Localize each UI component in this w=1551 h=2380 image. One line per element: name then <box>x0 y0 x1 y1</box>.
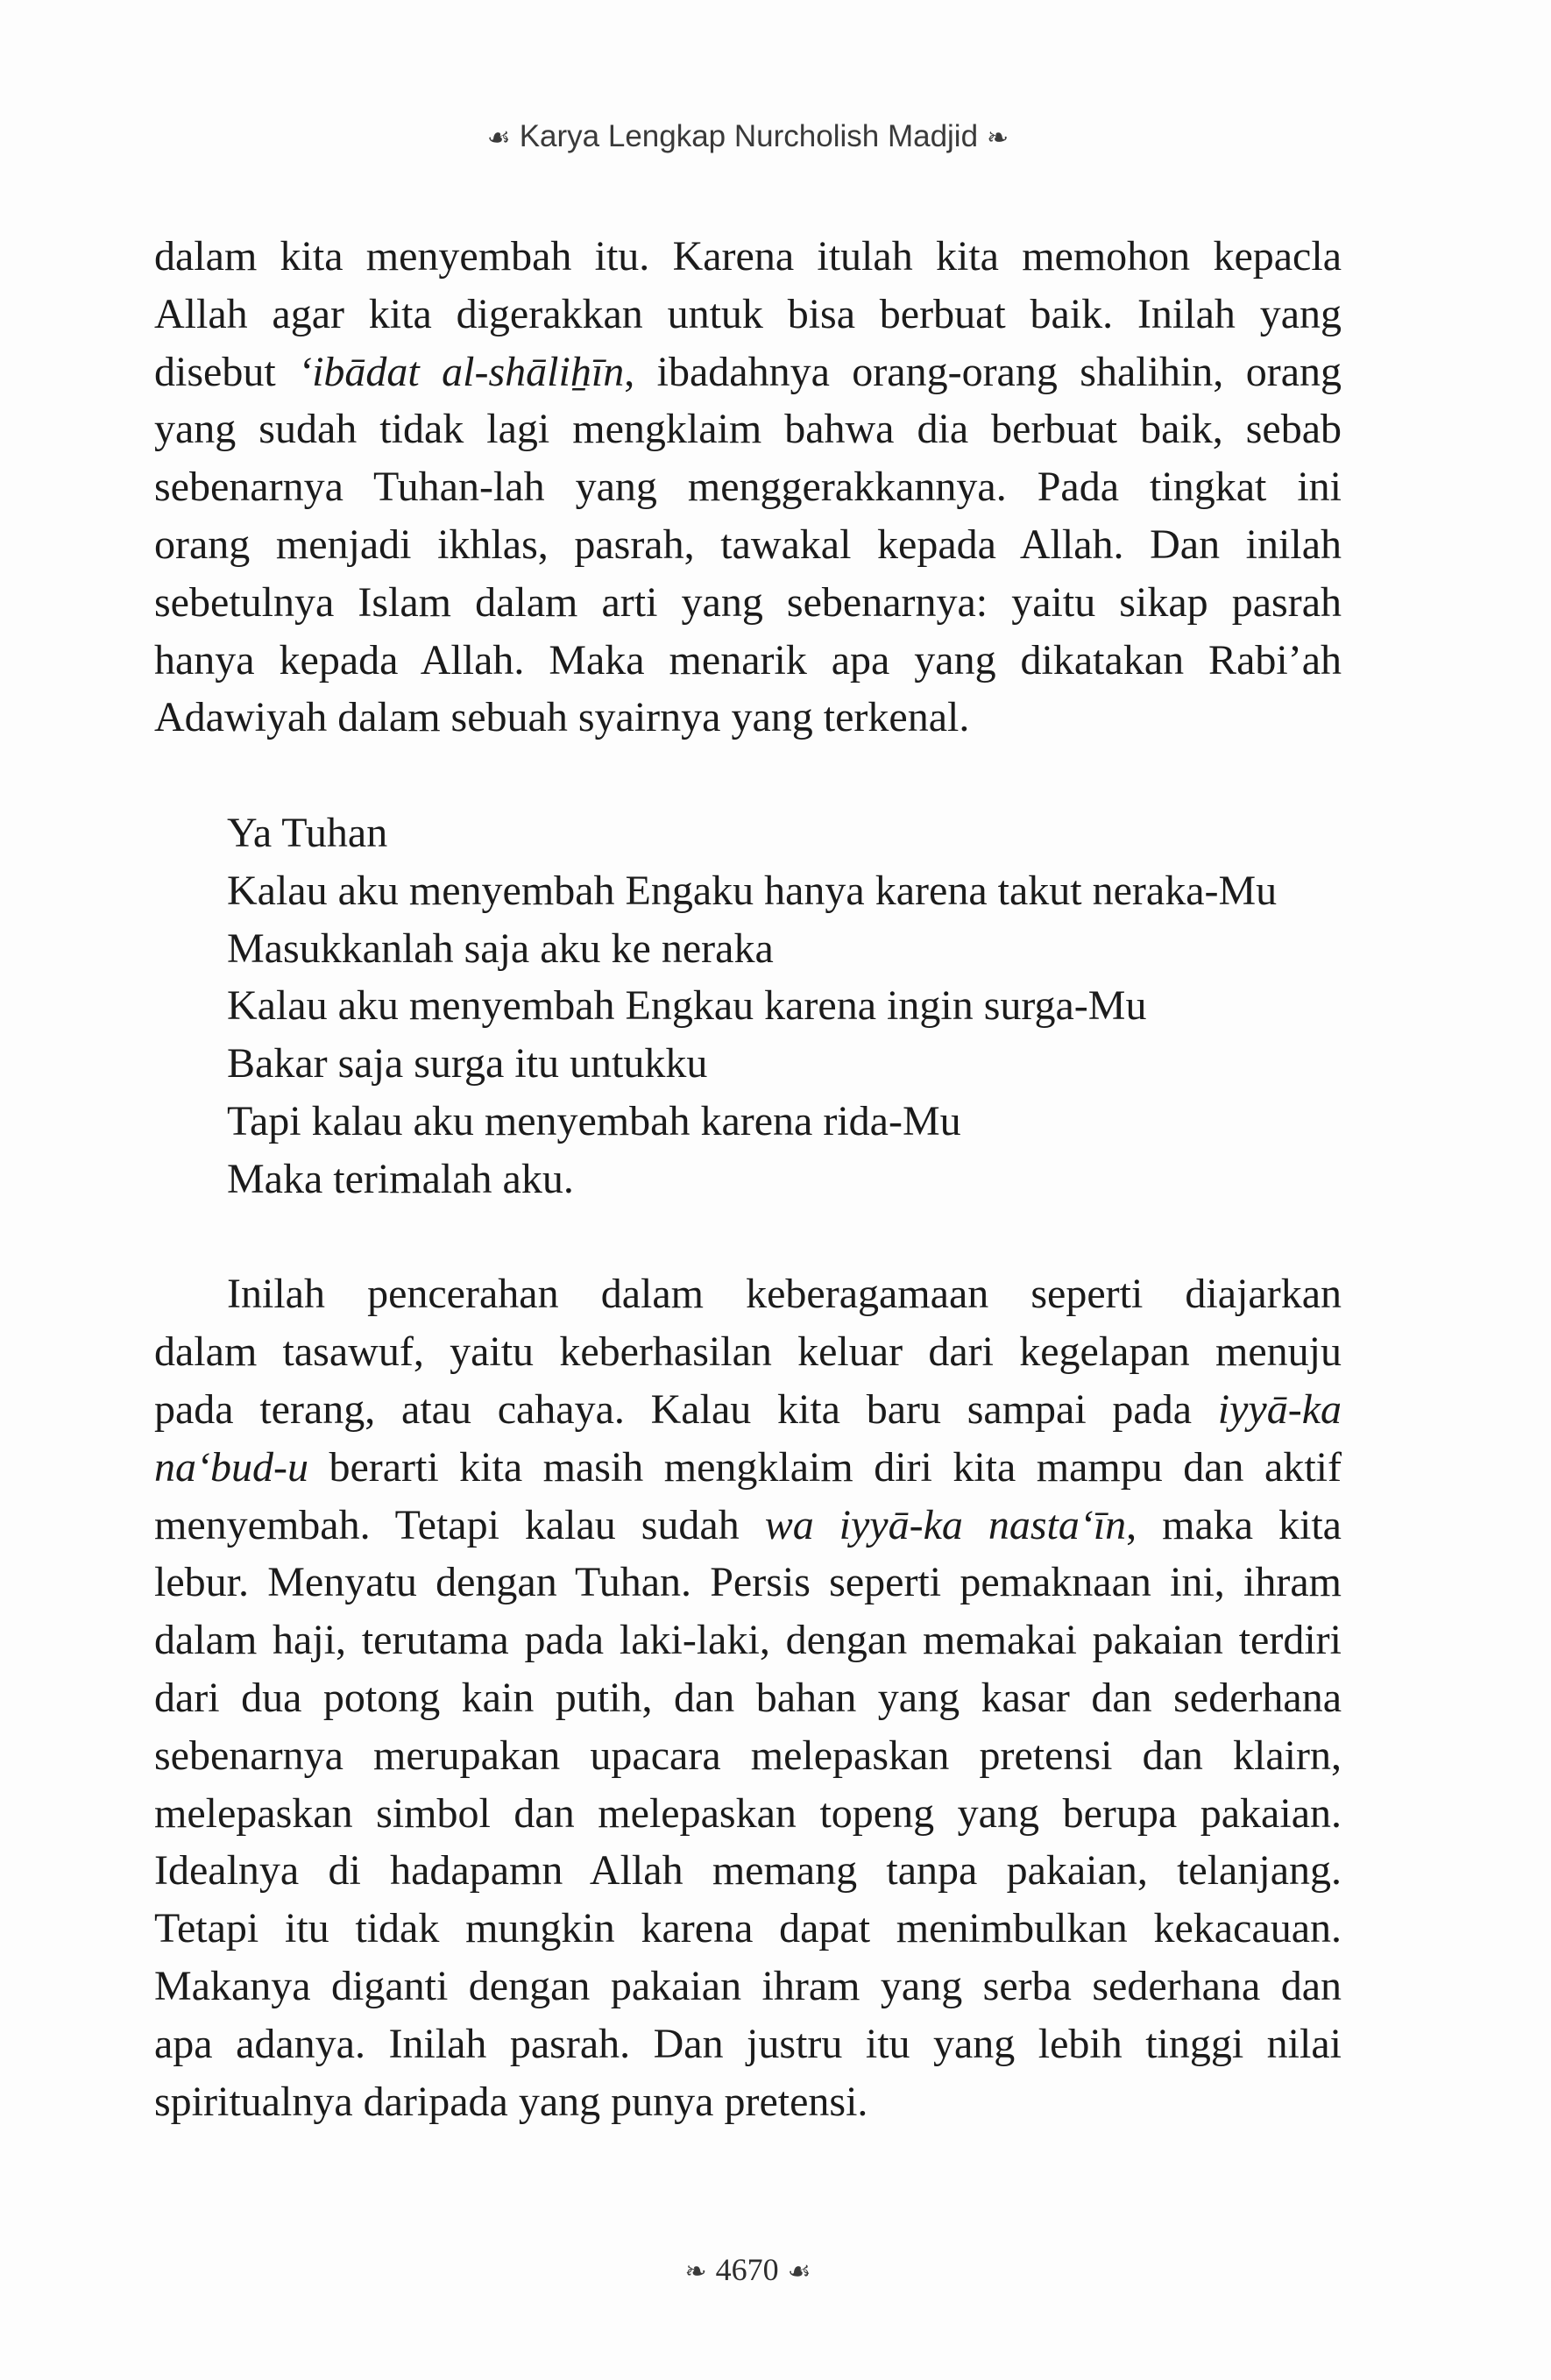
line-text: Ya Tuhan <box>227 809 388 856</box>
text-line <box>154 1785 1342 1843</box>
italic-transliteration: wa iyyā-ka nasta‘īn <box>764 1501 1127 1548</box>
line-text: sebenarnya merupakan upacara melepaskan pretensi dan klairn, <box>154 1732 1342 1779</box>
line-text: , ibadahnya orang-orang shalihin, orang <box>624 348 1342 395</box>
text-line <box>154 1900 1342 1958</box>
line-text: dalam kita menyembah itu. Karena itulah kita memohon kepacla <box>154 233 1342 280</box>
line-text: Inilah pencerahan dalam keberagamaan seperti diajarkan <box>227 1271 1342 1318</box>
text-line <box>154 1381 1342 1439</box>
running-header <box>154 119 1342 154</box>
line-text: sebenarnya Tuhan-lah yang menggerakkannya. Pada tingkat ini <box>154 464 1342 511</box>
line-text: pada terang, atau cahaya. Kalau kita baru sampai pada <box>154 1385 1218 1433</box>
line-text: dari dua potong kain putih, dan bahan yang kasar dan sederhana <box>154 1674 1342 1721</box>
line-text: Makanya diganti dengan pakaian ihram yang serba sederhana dan <box>154 1962 1342 2009</box>
text-line <box>154 400 1342 458</box>
paragraph-2 <box>154 1265 1342 2130</box>
line-text: Tetapi itu tidak mungkin karena dapat menimbulkan kekacauan. <box>154 1905 1342 1952</box>
line-text: hanya kepada Allah. Maka menarik apa yang dikatakan Rabi’ah <box>154 636 1342 684</box>
running-header-title: Karya Lengkap Nurcholish Madjid <box>519 119 979 153</box>
line-text: dalam tasawuf, yaitu keberhasilan keluar dari kegelapan menuju <box>154 1328 1342 1376</box>
floral-ornament-right-icon <box>788 2255 811 2290</box>
text-line <box>154 1842 1342 1900</box>
line-text: apa adanya. Inilah pasrah. Dan justru itu yang lebih tinggi nilai <box>154 2020 1342 2067</box>
text-line <box>154 1727 1342 1785</box>
page-footer <box>154 2252 1342 2287</box>
line-text: Allah agar kita digerakkan untuk bisa berbuat baik. Inilah yang <box>154 290 1342 337</box>
text-line <box>227 1151 1342 1208</box>
floral-ornament-left-icon <box>684 2255 706 2290</box>
line-text: Adawiyah dalam sebuah syairnya yang terkenal. <box>154 694 970 741</box>
floral-ornament-right-icon <box>987 121 1009 156</box>
line-text: Tapi kalau aku menyembah karena rida-Mu <box>227 1097 961 1144</box>
line-text: dalam haji, terutama pada laki-laki, dengan memakai pakaian terdiri <box>154 1617 1342 1664</box>
floral-ornament-left-icon <box>487 121 511 156</box>
poem-stanza <box>154 804 1342 1208</box>
paragraph-1 <box>154 228 1342 747</box>
line-text: sebetulnya Islam dalam arti yang sebenarnya: yaitu sikap pasrah <box>154 578 1342 626</box>
text-line <box>154 344 1342 401</box>
body-text <box>154 228 1342 2130</box>
italic-transliteration: ‘ibādat al-shāliẖīn <box>298 348 625 395</box>
line-text: orang menjadi ikhlas, pasrah, tawakal kepada Allah. Dan inilah <box>154 521 1342 568</box>
text-line <box>154 1958 1342 2015</box>
text-line <box>154 2015 1342 2073</box>
text-line <box>154 689 1342 747</box>
text-line <box>227 1093 1342 1151</box>
line-text: lebur. Menyatu dengan Tuhan. Persis seperti pemaknaan ini, ihram <box>154 1559 1342 1606</box>
text-line <box>154 1497 1342 1555</box>
text-line <box>154 1611 1342 1669</box>
line-text: yang sudah tidak lagi mengklaim bahwa dia berbuat baik, sebab <box>154 406 1342 453</box>
text-line <box>154 574 1342 632</box>
line-text: spiritualnya daripada yang punya pretensi. <box>154 2078 868 2125</box>
text-line <box>154 632 1342 690</box>
line-text: menyembah. Tetapi kalau sudah <box>154 1501 765 1548</box>
text-line <box>227 862 1342 920</box>
line-text: Idealnya di hadapamn Allah memang tanpa pakaian, telanjang. <box>154 1847 1342 1895</box>
text-line <box>154 228 1342 286</box>
text-line <box>154 1439 1342 1497</box>
line-text: , maka kita <box>1126 1501 1342 1548</box>
text-line <box>227 804 1342 862</box>
italic-transliteration: iyyā-ka <box>1217 1385 1342 1433</box>
text-line <box>154 286 1342 344</box>
text-line <box>154 1554 1342 1611</box>
line-text: disebut <box>154 348 299 395</box>
text-line <box>154 1669 1342 1727</box>
text-line <box>154 458 1342 516</box>
line-text: melepaskan simbol dan melepaskan topeng yang berupa pakaian. <box>154 1789 1342 1837</box>
text-line <box>154 516 1342 574</box>
line-text: Kalau aku menyembah Engkau karena ingin surga-Mu <box>227 982 1147 1030</box>
page-number: 4670 <box>715 2252 779 2287</box>
text-line <box>154 1323 1342 1381</box>
text-line <box>154 1265 1342 1323</box>
text-line <box>227 920 1342 978</box>
text-line <box>227 1035 1342 1093</box>
italic-transliteration: na‘bud-u <box>154 1443 308 1491</box>
text-line <box>227 977 1342 1035</box>
text-line <box>154 2073 1342 2131</box>
line-text: Kalau aku menyembah Engaku hanya karena takut neraka-Mu <box>227 867 1278 914</box>
line-text: Bakar saja surga itu untukku <box>227 1040 708 1087</box>
line-text: berarti kita masih mengklaim diri kita mampu dan aktif <box>308 1443 1342 1491</box>
line-text: Masukkanlah saja aku ke neraka <box>227 924 774 972</box>
line-text: Maka terimalah aku. <box>227 1155 574 1202</box>
